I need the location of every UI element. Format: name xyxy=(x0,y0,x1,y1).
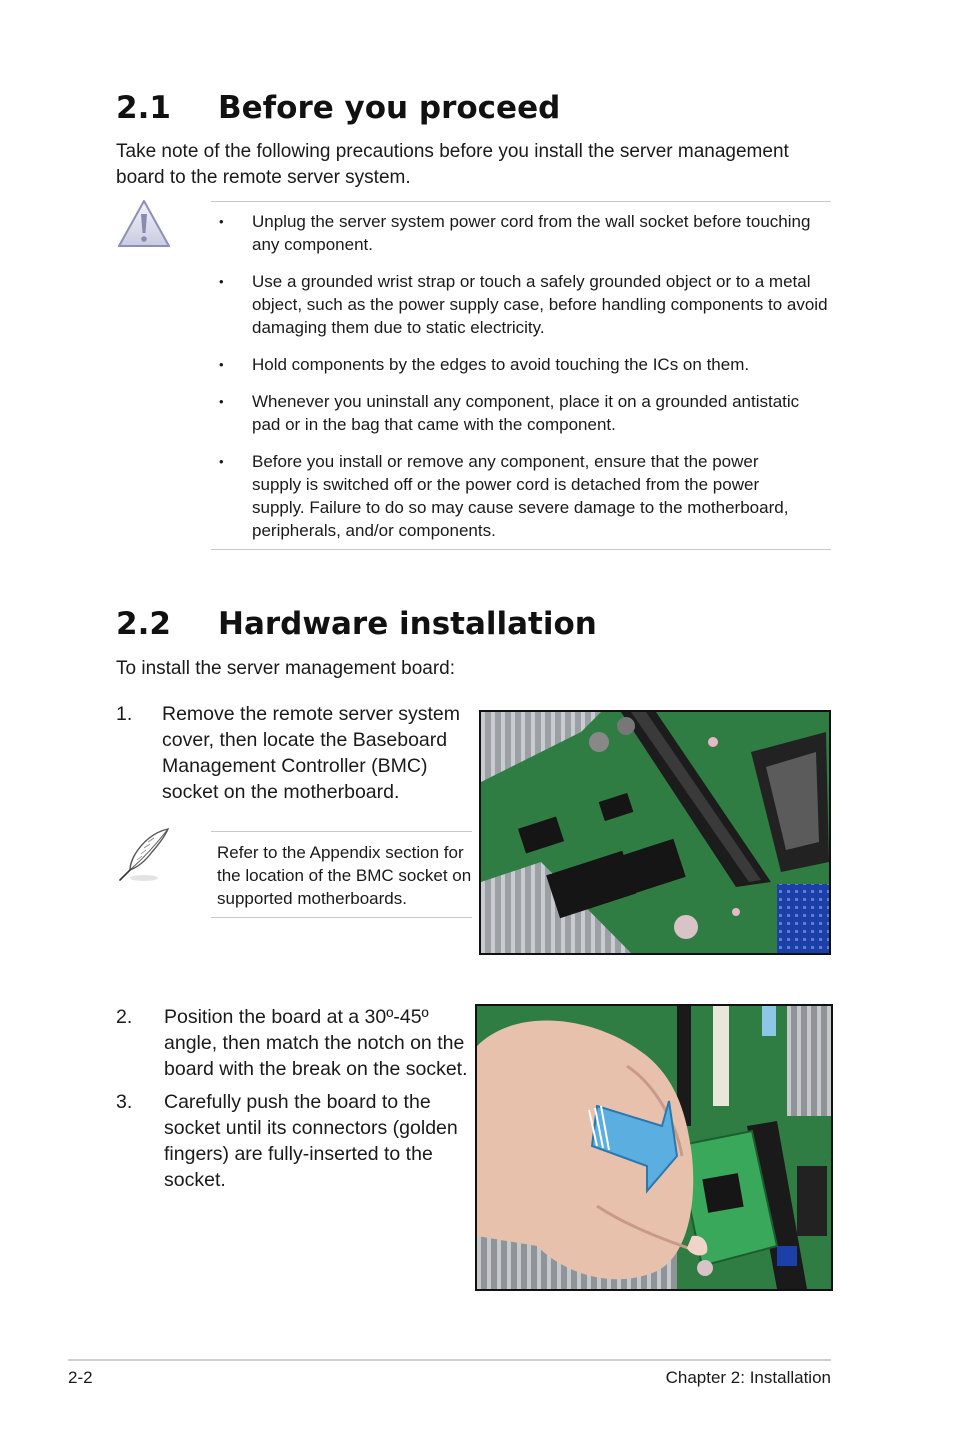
list-item: • Before you install or remove any component, ensure that the power supply is switched off or the power cord is detached from the power supply. Failure to do so may cause severe damage to the motherboard, peripherals, and/or components. xyxy=(211,450,829,542)
section-heading-2-1 xyxy=(116,90,560,126)
section-heading-2-2 xyxy=(116,606,597,642)
list-item: • Use a grounded wrist strap or touch a safely grounded object or to a metal object, such as the power supply case, before handling components to avoid damaging them due to static electricity. xyxy=(211,270,829,339)
divider-bottom xyxy=(211,549,831,550)
feather-pen-icon xyxy=(114,826,172,884)
step-text: Remove the remote server system cover, then locate the Baseboard Management Controller (BMC) socket on the motherboard. xyxy=(162,703,461,803)
list-item: • Unplug the server system power cord from the wall socket before touching any component. xyxy=(211,210,829,256)
step-number: 2. xyxy=(116,1006,133,1028)
warning-icon xyxy=(116,198,172,250)
section-number: 2.2 xyxy=(116,606,171,642)
section-intro: To install the server management board: xyxy=(116,658,456,679)
note-divider-top xyxy=(211,831,472,832)
note-text: Refer to the Appendix section for the location of the BMC socket on supported motherboards. xyxy=(217,843,472,908)
step-text: Position the board at a 30º-45º angle, then match the notch on the board with the break on the socket. xyxy=(164,1006,468,1080)
installation-photo xyxy=(475,1004,833,1291)
section-title: Before you proceed xyxy=(218,90,561,126)
divider-top xyxy=(211,201,831,202)
page-number: 2-2 xyxy=(68,1368,93,1387)
footer-divider xyxy=(68,1359,831,1361)
step-number: 1. xyxy=(116,703,133,725)
note-divider-bottom xyxy=(211,917,472,918)
section-number: 2.1 xyxy=(116,90,171,126)
step-number: 3. xyxy=(116,1091,133,1113)
section-title: Hardware installation xyxy=(218,606,597,642)
list-item: • Hold components by the edges to avoid touching the ICs on them. xyxy=(211,353,829,376)
motherboard-photo xyxy=(479,710,831,955)
chapter-title: Chapter 2: Installation xyxy=(665,1368,831,1387)
warning-list xyxy=(211,210,829,556)
step-text: Carefully push the board to the socket until its connectors (golden fingers) are fully-inserted to the socket. xyxy=(164,1091,458,1191)
section-intro: Take note of the following precautions before you install the server management board to the remote server system. xyxy=(116,141,789,188)
list-item: • Whenever you uninstall any component, place it on a grounded antistatic pad or in the bag that came with the component. xyxy=(211,390,829,436)
